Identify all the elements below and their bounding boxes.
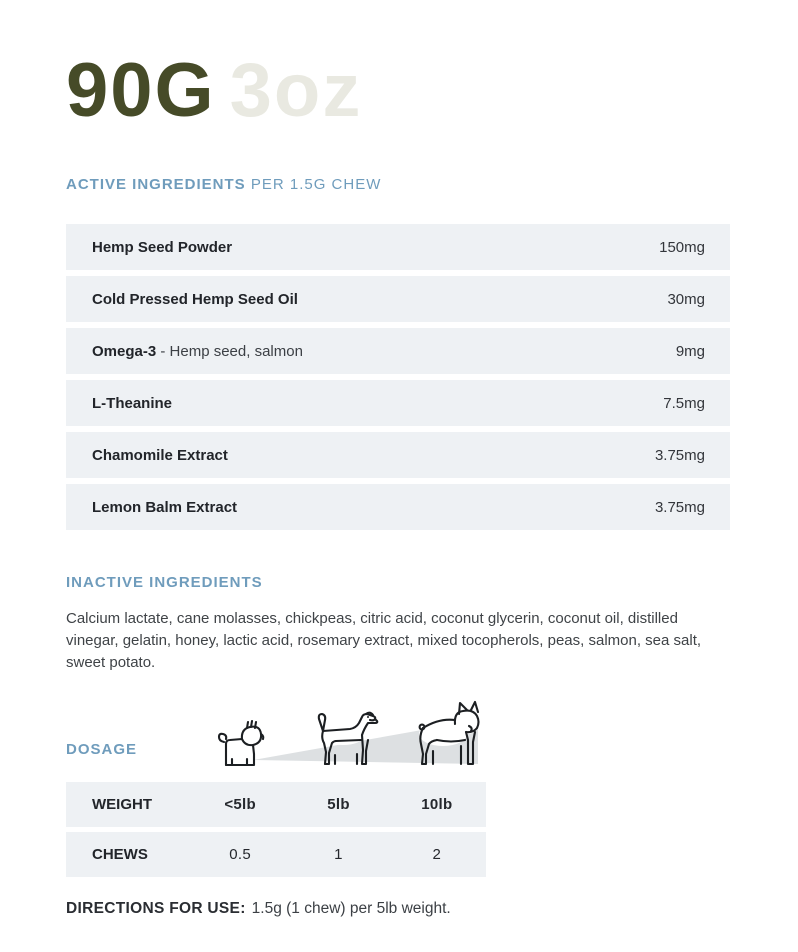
active-ingredients-heading-bold: ACTIVE INGREDIENTS	[66, 176, 246, 193]
active-ingredients-heading	[66, 176, 730, 193]
ingredient-name-cell	[92, 447, 228, 464]
ingredient-name-cell	[92, 395, 172, 412]
ingredient-row	[66, 276, 730, 322]
weight-ounces: 3oz	[229, 48, 363, 133]
ingredient-row	[66, 432, 730, 478]
active-ingredients-heading-suffix: PER 1.5G CHEW	[245, 176, 382, 193]
ingredient-name: Lemon Balm Extract	[92, 498, 238, 516]
ingredient-name: Omega-3	[92, 342, 157, 360]
ingredient-detail: - Hemp seed, salmon	[156, 342, 303, 360]
ingredient-amount: 3.75mg	[654, 498, 705, 516]
weight-value: <5lb	[224, 796, 256, 813]
ingredient-name: Cold Pressed Hemp Seed Oil	[92, 290, 298, 308]
ingredient-amount: 30mg	[667, 290, 705, 308]
ingredient-amount: 7.5mg	[663, 394, 705, 412]
ingredient-name: Chamomile Extract	[92, 446, 228, 464]
page-title	[66, 50, 730, 132]
chews-value: 0.5	[229, 846, 252, 863]
dosage-heading: DOSAGE	[66, 741, 138, 758]
active-ingredients-table	[66, 224, 730, 530]
ingredient-row	[66, 484, 730, 530]
weight-row-label: WEIGHT	[92, 796, 152, 813]
weight-value: 5lb	[327, 796, 350, 813]
directions-label: DIRECTIONS FOR USE:	[66, 900, 246, 917]
ingredient-row	[66, 224, 730, 270]
ingredient-name-cell	[92, 291, 298, 308]
chews-value: 1	[334, 846, 343, 863]
dosage-section	[66, 694, 730, 772]
ingredient-name-cell	[92, 239, 232, 256]
directions-for-use	[66, 900, 730, 918]
ingredient-amount: 3.75mg	[654, 446, 705, 464]
ingredient-row	[66, 380, 730, 426]
ingredient-name-cell	[92, 499, 237, 516]
ingredient-name-cell	[92, 343, 303, 360]
dosage-chews-row	[66, 832, 486, 877]
ingredient-name: Hemp Seed Powder	[92, 238, 233, 256]
inactive-ingredients-text: Calcium lactate, cane molasses, chickpeas, citric acid, coconut glycerin, coconut oil, distilled vinegar, gelatin, honey, lactic acid, rosemary extract, mixed tocopherols, peas, salmon, sea salt, sweet potato.	[66, 610, 702, 671]
ingredient-amount: 150mg	[659, 238, 705, 256]
chews-value: 2	[432, 846, 442, 863]
dog-size-illustration	[216, 694, 496, 772]
dosage-table	[66, 782, 486, 877]
ingredient-name: L-Theanine	[92, 394, 173, 412]
chews-row-label: CHEWS	[92, 846, 148, 863]
dosage-weight-row	[66, 782, 486, 827]
weight-value: 10lb	[421, 796, 453, 813]
inactive-ingredients-heading: INACTIVE INGREDIENTS	[66, 574, 263, 591]
ingredient-row	[66, 328, 730, 374]
small-dog-icon	[219, 721, 263, 766]
weight-grams: 90G	[66, 48, 216, 133]
ingredient-amount: 9mg	[675, 342, 705, 360]
directions-text: 1.5g (1 chew) per 5lb weight.	[251, 900, 451, 917]
